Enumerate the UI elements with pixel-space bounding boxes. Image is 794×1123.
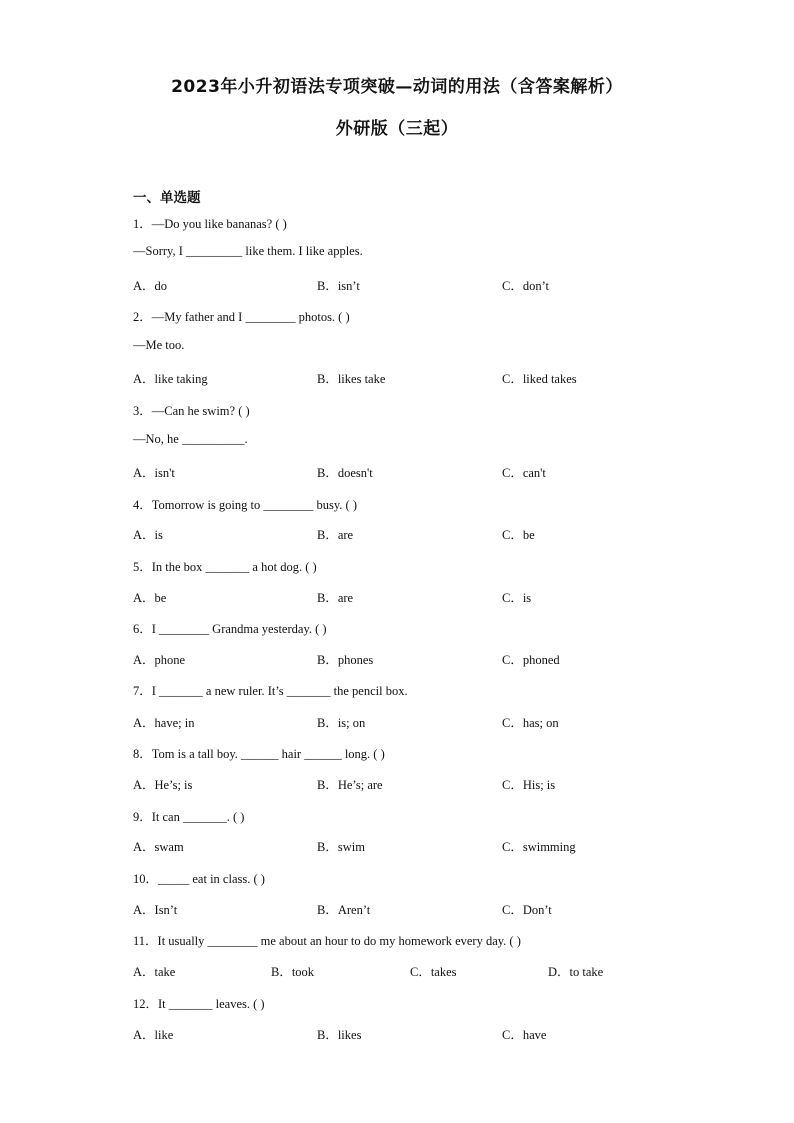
q11-option-a: A．take	[133, 965, 176, 979]
q8-option-c: C．His; is	[502, 778, 556, 792]
question-11-stem: 11．It usually ________ me about an hour to do my homework every day. ( )	[133, 934, 521, 948]
q1-option-b: B．isn’t	[317, 279, 360, 293]
question-1-reply: —Sorry, I _________ like them. I like apples.	[133, 244, 363, 258]
q11-option-c: C．takes	[410, 965, 457, 979]
q9-option-c: C．swimming	[502, 840, 576, 854]
q10-option-c: C．Don’t	[502, 903, 552, 917]
q8-option-a: A．He’s; is	[133, 778, 193, 792]
q1-option-a: A．do	[133, 279, 168, 293]
q6-option-c: C．phoned	[502, 653, 560, 667]
q7-option-b: B．is; on	[317, 716, 366, 730]
question-10-stem: 10．_____ eat in class. ( )	[133, 872, 265, 886]
question-4-stem: 4．Tomorrow is going to ________ busy. ( )	[133, 498, 357, 512]
question-8-stem: 8．Tom is a tall boy. ______ hair ______ long. ( )	[133, 747, 385, 761]
question-7-stem: 7．I _______ a new ruler. It’s _______ the pencil box.	[133, 684, 408, 698]
q5-option-b: B．are	[317, 591, 354, 605]
question-5-stem: 5．In the box _______ a hot dog. ( )	[133, 560, 317, 574]
q2-option-b: B．likes take	[317, 372, 386, 386]
q10-option-b: B．Aren’t	[317, 903, 371, 917]
document-subtitle: 外研版（三起）	[335, 119, 459, 139]
q7-option-a: A．have; in	[133, 716, 195, 730]
q7-option-c: C．has; on	[502, 716, 559, 730]
question-2-reply: —Me too.	[133, 338, 185, 352]
question-9-stem: 9．It can _______. ( )	[133, 810, 245, 824]
question-6-stem: 6．I ________ Grandma yesterday. ( )	[133, 622, 327, 636]
q3-option-b: B．doesn't	[317, 466, 373, 480]
q11-option-d: D．to take	[548, 965, 604, 979]
question-3-reply: —No, he __________.	[133, 432, 248, 446]
q12-option-b: B．likes	[317, 1028, 362, 1042]
q2-option-c: C．liked takes	[502, 372, 577, 386]
question-3-stem: 3．—Can he swim? ( )	[133, 404, 250, 418]
q4-option-a: A．is	[133, 528, 163, 542]
section-heading: 一、单选题	[133, 190, 201, 206]
q3-option-a: A．isn't	[133, 466, 175, 480]
question-1-stem: 1．—Do you like bananas? ( )	[133, 217, 287, 231]
q5-option-c: C．is	[502, 591, 532, 605]
q6-option-b: B．phones	[317, 653, 374, 667]
q6-option-a: A．phone	[133, 653, 186, 667]
question-12-stem: 12．It _______ leaves. ( )	[133, 997, 265, 1011]
q10-option-a: A．Isn’t	[133, 903, 178, 917]
document-title: 2023年小升初语法专项突破—动词的用法（含答案解析）	[171, 77, 623, 97]
q8-option-b: B．He’s; are	[317, 778, 383, 792]
question-2-stem: 2．—My father and I ________ photos. ( )	[133, 310, 350, 324]
q9-option-a: A．swam	[133, 840, 184, 854]
q9-option-b: B．swim	[317, 840, 365, 854]
q3-option-c: C．can't	[502, 466, 546, 480]
q11-option-b: B．took	[271, 965, 315, 979]
q5-option-a: A．be	[133, 591, 167, 605]
q12-option-c: C．have	[502, 1028, 547, 1042]
q2-option-a: A．like taking	[133, 372, 208, 386]
q4-option-b: B．are	[317, 528, 354, 542]
q1-option-c: C．don’t	[502, 279, 549, 293]
q4-option-c: C．be	[502, 528, 535, 542]
q12-option-a: A．like	[133, 1028, 174, 1042]
